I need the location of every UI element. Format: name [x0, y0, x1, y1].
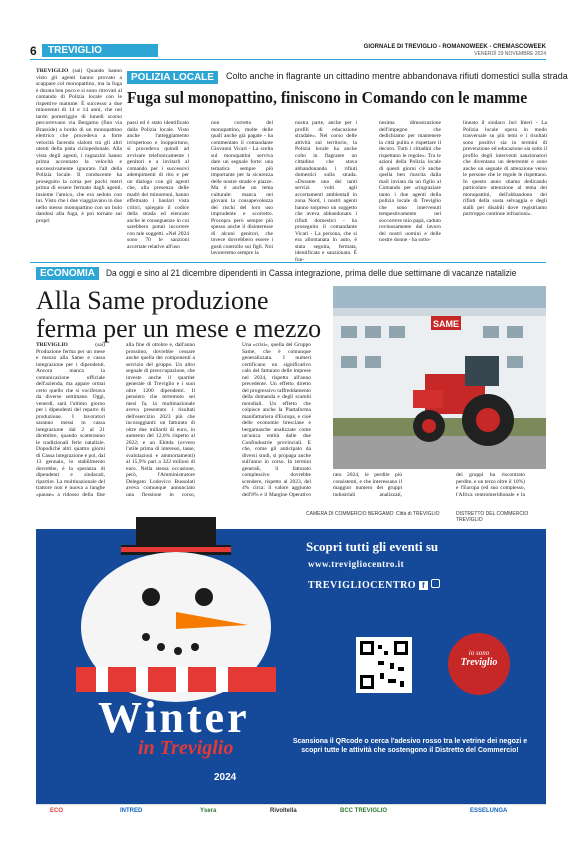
io-sono-treviglio-badge: [448, 633, 510, 695]
ad-title-in-treviglio: in Treviglio: [138, 737, 234, 759]
article2-column-1: [36, 342, 105, 498]
newspaper-name: GIORNALE DI TREVIGLIO - ROMANOWEEK - CREMASCOWEEK: [363, 44, 546, 50]
sponsor-bcc: BCC TREVIGLIO: [340, 808, 388, 814]
ad-social-handle: [308, 579, 440, 591]
article2-kicker: ECONOMIA: [36, 267, 99, 280]
article2-kicker-sub: Da oggi e sino al 21 dicembre dipendenti in Cassa integrazione, prima delle due settimane di vacanze natalizie: [106, 268, 517, 278]
ad-headline: Scopri tutti gli eventi su: [306, 539, 439, 554]
chamber-commerce-logo: CAMERA DI COMMERCIO BERGAMO: [306, 511, 394, 517]
ad-title-year: 2024: [214, 772, 237, 783]
article2-headline: Alla Same produzione ferma per un mese e mezzo: [36, 286, 322, 343]
article1-headline: Fuga sul monopattino, finiscono in Comando con le mamme: [127, 88, 528, 107]
article1-lead: [36, 68, 122, 260]
article1-place: TREVIGLIO: [36, 68, 69, 74]
ad-title-winter: Winter: [98, 693, 250, 742]
sponsor-intred: INTRED: [120, 808, 143, 814]
instagram-icon: [431, 579, 440, 588]
facebook-icon: f: [419, 581, 428, 590]
article1-kicker-sub: Colto anche in flagrante un cittadino mentre abbandonava rifiuti domestici sulla strada: [226, 71, 568, 81]
article1-kicker: POLIZIA LOCALE: [127, 71, 218, 84]
article2-place: TREVIGLIO: [36, 342, 68, 348]
article2-column-3: Una «crisi», quella del Gruppo Same, che è comunque generalizzata. I numeri certificano un significativo calo del fatturato delle imprese nel 2024, rispetto all'anno precedente. Un effetto diretto del progressivo raffreddamento della domanda e degli scambi mondiali. Un effetto che colpisce anche la Piattaforma manifatturiera d'Europa, e cioè delle economie bresciane e bergamasche analizzate come un'unica entità dalle due Confindustrie provinciali. E che, come gli anticipato da diversi studi, si propaga anche sull'anno in corso. In termini generali, il fatturato complessivo dovrebbe scendere, rispetto al 2023, del 4% circa: il valore aggiunto dell'8% e il Margine Operativo: [242, 342, 311, 498]
city-logo: Città di TREVIGLIO: [396, 511, 440, 517]
page-number: 6: [30, 44, 37, 58]
sponsor-esselunga: ESSELUNGA: [470, 808, 508, 814]
article2-column-4: rato 2024, le perdite più consistenti, e che interessano il maggior numero dei gruppi industriali analizzati,: [333, 472, 402, 498]
article1-column-1: passi ed è stato identificato dalla Polizia locale. Visto anche l'atteggiamento irrispettoso e inopportuno, si procedeva quindi ad avvisare telefonicamente i genitori e a invitarli al comando per i successivi adempimenti di rito e per un dialogo con gli agenti che, alla presenza delle madri dei minorenni, hanno effettuato i baulari vista critici, spiegato il codice della strada ed elencato anche le conseguenze in cui sarebbero potuti incorrere con tale soggetti. «Nel 2024 sono 70 le sanzioni accertate relative all'uso: [127, 120, 189, 250]
badge-line-2: Treviglio: [460, 657, 498, 668]
article1-column-2: non corretto del monopattino, molte delle quali anche già pagate - ha commentato il comandante Giovanni Vicari - La scelta sul monopattini serviva dare un segnale forte: una tematica sempre più importante per la sicurezza delle nostre strade e piazze. Ma è anche un tema culturale: manca nei giovani la consapevolezza dei rischi del loro uso imprudente e scorretto. Procepra però sempre più spesso anche il disinteresse di alcuni genitori, che invece dovrebbero essere i gusti controllo sui figli. Noi lavoreremo sempre la: [211, 120, 273, 256]
article1-column-4: nesima dimostrazione dell'impegno che dedichiamo per mantenere la città pulita e rispettare il decoro. Tutti i cittadini che rispettano le regole». Tra le azioni della Polizia locale di questi giorni c'è anche quella ben riuscita dalla mail inviata da un figlio al Comando per «ringraziare tanto i due agenti della polizia locale di Treviglio che sono intervenuti tempestivamente nel soccorrere mio papà, caduto rovinosamente dal lavoro dei nostri uomini e delle nostre donne - ha sotto-: [379, 120, 441, 243]
sponsor-eco: ECO: [50, 808, 64, 814]
factory-sign: SAME: [432, 319, 460, 329]
factory-photo: [333, 286, 546, 469]
ad-website-link[interactable]: www.trevigliocentro.it: [308, 559, 405, 569]
badge-line-1: io sono: [468, 649, 490, 657]
sponsor-ysera: Ysera: [200, 808, 217, 814]
header-divider: [30, 59, 546, 60]
article2-column-5: dei gruppi ha riscontrato perdite, e un terzo oltre il 10%) e l'Europa (ed suo complesso, l'Africa centromeridionale e la: [456, 472, 525, 498]
snowman-illustration: [76, 517, 276, 692]
article1-column-3: nostra parte, anche per i profili di educazione stradale». Nel corso delle attività sul territorio, la Polizia locale ha anche colto in flagrante un cittadino che stava abbandonando i rifiuti domestici sulla strada. «Durante uno dei tanti servizi volti agli accertamenti ambientali in zona Nord, i nostri agenti hanno sorpreso un soggetto che aveva abbandonato i rifiuti domestici - ha proseguito il comandante Vicari - La persona, che si era allontanata in auto, è stata seguita, fermata, identificata e sanzionata. È fon-: [295, 120, 357, 263]
article2-column-2: alla fine di ottobre e, dall'anno prossimo, dovrebbe cessare anche quella dei componenti a servizio del gruppo. Un altro segnale di preoccupazione, che investe anche il quartier generale di Treviglio e i suoi oltre 1200 dipendenti. Il pensiero che terremoto sei mesi fa, la multinazionale aveva presentato i risultati dell'esercizio 2023 più che incoraggianti: un fatturato di oltre due miliardi di euro, in aumento del 12,6% rispetto al 2022; e un Ebitda (ovvero l'utile prima di interessi, tasse, svalutazioni e ammortamenti) al 15,9% pari a 322 milioni di euro. Nella stessa occasione, però, l'Amministratore Delegato Lodovico Bussolati aveva comunque annunciato una flessione in corso,: [126, 342, 195, 498]
sponsor-rivoltella: Rivoltella: [270, 808, 297, 814]
article1-column-5: lineato il sindaco Juri Imeri - La Polizia locale opera in modo trasversale su più temi e i risultati sono positivi sia in termini di prevenzione ed educazione sia sotto il profilo degli interventi sanzionatori che diventano un deterrente e sono anche un segnale di attenzione verso le persone che le regole le rispettano. In questo anno stiamo dedicando particolare attenzione al tema dei monopattini, dell'abbandono dei rifiuti della sosta selvaggia e degli stalli per disabili dove registriamo purtroppo continue infrazioni».: [463, 120, 547, 217]
qr-code-pattern: [356, 637, 412, 693]
tractor-factory-illustration: [333, 286, 546, 469]
section-label: TREVIGLIO: [42, 44, 158, 57]
district-logo: DISTRETTO DEL COMMERCIO TREVIGLIO: [456, 511, 529, 523]
issue-date: VENERDÌ 29 NOVEMBRE 2024: [474, 51, 546, 57]
ad-social-handle-text: TREVIGLIOCENTRO: [308, 580, 417, 591]
qr-code[interactable]: [356, 637, 412, 693]
article-divider: [30, 262, 546, 263]
article1-lead-text: (sai) Quando hanno visto gli agenti hanno provato a scappare col monopattino, ma la fuga è durata ben poco e si sono ritrovati al comando di Polizia locale con le rispettive mamme. È successo a due minorenni di 14 e 14 anni, che nel tardo pomeriggio di lunedì scorso percorrevano via Bergamo (fino via Brasside) a bordo di un monopattino elettrico che procedeva a forte velocità facendo slalom tra gli altri utenti della pista ciclopedonale. Alla vista degli agenti, i ragazzini hanno prima accennato la velocità e successivamente ignorato l'alt della Polizia locale. Il conducente ha proseguito la corsa per pochi metri prima di essere fermato dagli agenti, insieme l'amico, che era seduto con lui. Visto che i due viaggiavano in due nello stesso monopattino con un bulo dandosi alla fuga, è poi tornato sui propri: [36, 68, 122, 224]
winter-in-treviglio-ad: [36, 497, 546, 804]
article2-column-1-text: (sai) Produzione ferma per un mese e mezzo alla Same e cassa integrazione per i dipendenti. Ancora manca la comunicazione ufficiale dell'azienda, ma appare ormai certo quello che si vociferava da diverse settimane. Oggi, venerdì, sarà l'ultimo giorno per i dipendenti del reparto di produzione. I lavoratori saranno messi in cassa integrazione dal 2 al 21 dicembre, quando scatteranno le tradizionali ferie natalizie. Dopodiché altri quattro giorni di Cassa integrazione e poi, dal 13 gennaio, lo stabilimento dovrebbe, è la speranza di dipendenti e sindacati, ripartire. La multinazionale del trattore non è nuova a lunghe «pause» a ridosso della fine: [36, 342, 105, 498]
ad-scan-instructions: Scansiona il QRcode o cerca l'adesivo rosso tra le vetrine dei negozi e scopri tutte le attività che sostengono il Distretto del Commercio!: [292, 738, 528, 754]
